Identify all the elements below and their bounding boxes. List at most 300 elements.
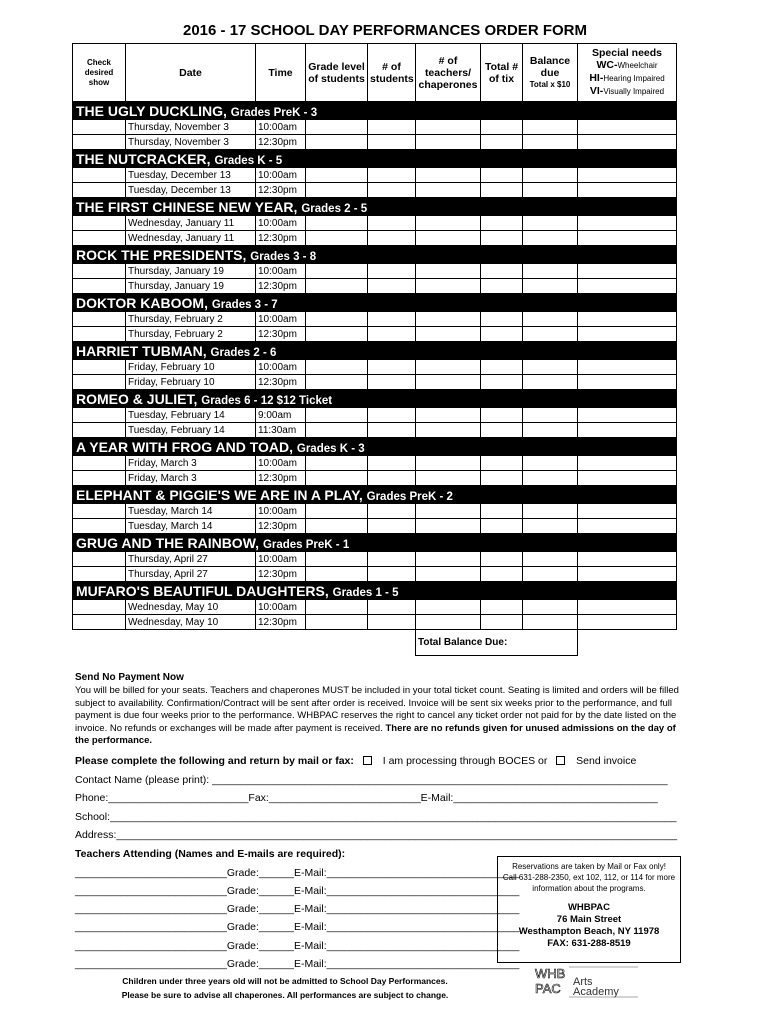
slot-grade-level-cell[interactable]	[306, 360, 368, 375]
payment-text: You will be billed for your seats. Teachers and chaperones MUST be included in your total ticket count. Seating is limited and orders will be filled subject to availability. Confirmation/Contract will be sent after order is received. Invoice will be sent six weeks prior to the performance, and full payment is due four weeks prior to the performance. WHBPAC reserves the right to cancel any ticket order not paid for by the date listed on the invoice. No refunds or exchanges will be made after payment is received.	[75, 685, 679, 734]
slot-grade-level-cell[interactable]	[306, 567, 368, 582]
slot-students-cell[interactable]	[368, 279, 416, 294]
show-title	[73, 534, 677, 552]
slot-check-cell[interactable]	[73, 231, 126, 246]
slot-teachers-cell[interactable]	[416, 519, 481, 534]
show-grades: Grades 6 - 12 $12 Ticket	[201, 394, 333, 407]
contact-name-field[interactable]: Contact Name (please print): ______________________________________________________________________________	[75, 774, 668, 786]
performance-slot-row	[73, 264, 677, 279]
show-name: THE NUTCRACKER,	[76, 150, 211, 167]
slot-special-needs-cell[interactable]	[578, 423, 677, 438]
slot-students-cell[interactable]	[368, 135, 416, 150]
slot-balance-cell[interactable]	[523, 375, 578, 390]
show-grades: Grades K - 3	[296, 442, 365, 455]
slot-time-cell: 9:00am	[256, 408, 306, 423]
slot-total-cell[interactable]	[481, 135, 523, 150]
slot-check-cell[interactable]	[73, 471, 126, 486]
slot-balance-cell[interactable]	[523, 168, 578, 183]
slot-time-cell: 12:30pm	[256, 519, 306, 534]
header-date: Date	[126, 44, 256, 102]
slot-special-needs-cell[interactable]	[578, 504, 677, 519]
whbpac-logo	[533, 964, 643, 998]
slot-check-cell[interactable]	[73, 135, 126, 150]
slot-total-cell[interactable]	[481, 120, 523, 135]
slot-special-needs-cell[interactable]	[578, 471, 677, 486]
show-title-row	[73, 438, 677, 456]
show-title	[73, 390, 677, 408]
slot-check-cell[interactable]	[73, 552, 126, 567]
org-name: WHBPAC	[567, 902, 611, 913]
performance-slot-row	[73, 615, 677, 630]
slot-balance-cell[interactable]	[523, 135, 578, 150]
slot-date-cell: Friday, February 10	[126, 360, 256, 375]
slot-students-cell[interactable]	[368, 600, 416, 615]
show-grades: Grades 2 - 6	[210, 346, 277, 359]
reservations-box	[497, 856, 681, 963]
slot-grade-level-cell[interactable]	[306, 519, 368, 534]
slot-balance-cell[interactable]	[523, 360, 578, 375]
show-title	[73, 150, 677, 168]
show-title-row	[73, 246, 677, 264]
form-title: 2016 - 17 SCHOOL DAY PERFORMANCES ORDER FORM	[183, 22, 587, 39]
slot-balance-cell[interactable]	[523, 615, 578, 630]
show-grades: Grades PreK - 3	[230, 106, 318, 119]
slot-students-cell[interactable]	[368, 312, 416, 327]
slot-time-cell: 10:00am	[256, 600, 306, 615]
slot-teachers-cell[interactable]	[416, 264, 481, 279]
slot-date-cell: Friday, February 10	[126, 375, 256, 390]
performance-slot-row	[73, 567, 677, 582]
show-grades: Grades PreK - 1	[262, 538, 350, 551]
slot-time-cell: 10:00am	[256, 216, 306, 231]
slot-teachers-cell[interactable]	[416, 600, 481, 615]
teacher-row[interactable]: __________________________Grade:______E-Mail:_________________________________	[75, 885, 520, 897]
reservations-note: Reservations are taken by Mail or Fax only!	[512, 862, 666, 871]
total-balance-label: Total Balance Due:	[416, 630, 578, 656]
show-title	[73, 198, 677, 216]
slot-teachers-cell[interactable]	[416, 183, 481, 198]
slot-check-cell[interactable]	[73, 312, 126, 327]
slot-teachers-cell[interactable]	[416, 567, 481, 582]
slot-date-cell: Wednesday, May 10	[126, 600, 256, 615]
slot-students-cell[interactable]	[368, 360, 416, 375]
performance-slot-row	[73, 552, 677, 567]
show-title	[73, 582, 677, 600]
slot-special-needs-cell[interactable]	[578, 456, 677, 471]
header-check: Check desired show	[73, 44, 126, 102]
slot-students-cell[interactable]	[368, 183, 416, 198]
show-grades: Grades 3 - 8	[250, 250, 317, 263]
slot-time-cell: 10:00am	[256, 120, 306, 135]
slot-grade-level-cell[interactable]	[306, 471, 368, 486]
slot-grade-level-cell[interactable]	[306, 456, 368, 471]
slot-check-cell[interactable]	[73, 600, 126, 615]
slot-check-cell[interactable]	[73, 504, 126, 519]
performance-slot-row	[73, 375, 677, 390]
slot-check-cell[interactable]	[73, 279, 126, 294]
performance-slot-row	[73, 600, 677, 615]
performance-slot-row	[73, 327, 677, 342]
address-field[interactable]: Address:________________________________________________________________________________________________	[75, 829, 678, 841]
slot-date-cell: Thursday, February 2	[126, 312, 256, 327]
special-title: Special needs	[591, 47, 663, 59]
slot-students-cell[interactable]	[368, 231, 416, 246]
show-title	[73, 246, 677, 264]
slot-students-cell[interactable]	[368, 552, 416, 567]
slot-balance-cell[interactable]	[523, 552, 578, 567]
slot-grade-level-cell[interactable]	[306, 312, 368, 327]
slot-teachers-cell[interactable]	[416, 615, 481, 630]
payment-heading: Send No Payment Now	[75, 672, 184, 683]
slot-check-cell[interactable]	[73, 327, 126, 342]
boces-option: I am processing through BOCES or	[382, 755, 548, 767]
slot-total-cell[interactable]	[481, 216, 523, 231]
slot-special-needs-cell[interactable]	[578, 312, 677, 327]
return-instruction: Please complete the following and return by mail or fax:	[75, 755, 354, 767]
header-num-teachers: # of teachers/ chaperones	[416, 44, 481, 102]
slot-total-cell[interactable]	[481, 615, 523, 630]
show-name: THE UGLY DUCKLING,	[76, 102, 227, 119]
performance-slot-row	[73, 471, 677, 486]
show-title-row	[73, 486, 677, 504]
org-city: Westhampton Beach, NY 11978	[518, 926, 660, 937]
slot-students-cell[interactable]	[368, 168, 416, 183]
slot-date-cell: Thursday, January 19	[126, 264, 256, 279]
slot-special-needs-cell[interactable]	[578, 600, 677, 615]
school-field[interactable]: School:_________________________________________________________________________________________________	[75, 811, 677, 823]
balance-sub: Total x $10	[529, 79, 571, 89]
slot-total-cell[interactable]	[481, 519, 523, 534]
slot-date-cell: Tuesday, February 14	[126, 423, 256, 438]
slot-check-cell[interactable]	[73, 519, 126, 534]
org-fax: FAX: 631-288-8519	[547, 938, 631, 949]
header-row	[73, 44, 677, 102]
slot-total-cell[interactable]	[481, 552, 523, 567]
slot-total-cell[interactable]	[481, 567, 523, 582]
slot-date-cell: Friday, March 3	[126, 471, 256, 486]
slot-check-cell[interactable]	[73, 360, 126, 375]
show-name: ROCK THE PRESIDENTS,	[76, 246, 247, 263]
slot-special-needs-cell[interactable]	[578, 567, 677, 582]
slot-special-needs-cell[interactable]	[578, 120, 677, 135]
slot-total-cell[interactable]	[481, 600, 523, 615]
slot-total-cell[interactable]	[481, 168, 523, 183]
performance-slot-row	[73, 120, 677, 135]
slot-special-needs-cell[interactable]	[578, 216, 677, 231]
slot-date-cell: Thursday, April 27	[126, 552, 256, 567]
slot-check-cell[interactable]	[73, 183, 126, 198]
slot-total-cell[interactable]	[481, 423, 523, 438]
slot-date-cell: Thursday, April 27	[126, 567, 256, 582]
slot-grade-level-cell[interactable]	[306, 423, 368, 438]
slot-time-cell: 12:30pm	[256, 231, 306, 246]
slot-teachers-cell[interactable]	[416, 471, 481, 486]
slot-special-needs-cell[interactable]	[578, 183, 677, 198]
performance-slot-row	[73, 216, 677, 231]
slot-grade-level-cell[interactable]	[306, 120, 368, 135]
org-street: 76 Main Street	[556, 914, 622, 925]
footer-chaperone-note: Please be sure to advise all chaperones. All performances are subject to change.	[121, 990, 449, 1000]
header-num-students: # of students	[368, 44, 416, 102]
slot-total-cell[interactable]	[481, 183, 523, 198]
show-grades: Grades PreK - 2	[366, 490, 453, 503]
slot-grade-level-cell[interactable]	[306, 135, 368, 150]
performance-slot-row	[73, 183, 677, 198]
return-instruction-line	[75, 755, 636, 767]
slot-time-cell: 12:30pm	[256, 471, 306, 486]
slot-balance-cell[interactable]	[523, 408, 578, 423]
performance-slot-row	[73, 135, 677, 150]
slot-teachers-cell[interactable]	[416, 360, 481, 375]
slot-students-cell[interactable]	[368, 216, 416, 231]
slot-time-cell: 11:30am	[256, 423, 306, 438]
slot-students-cell[interactable]	[368, 327, 416, 342]
slot-teachers-cell[interactable]	[416, 312, 481, 327]
slot-grade-level-cell[interactable]	[306, 615, 368, 630]
slot-date-cell: Thursday, November 3	[126, 135, 256, 150]
slot-special-needs-cell[interactable]	[578, 519, 677, 534]
slot-students-cell[interactable]	[368, 456, 416, 471]
slot-grade-level-cell[interactable]	[306, 183, 368, 198]
slot-special-needs-cell[interactable]	[578, 375, 677, 390]
slot-grade-level-cell[interactable]	[306, 552, 368, 567]
slot-students-cell[interactable]	[368, 471, 416, 486]
show-grades: Grades 1 - 5	[332, 586, 399, 599]
slot-total-cell[interactable]	[481, 312, 523, 327]
slot-teachers-cell[interactable]	[416, 408, 481, 423]
slot-balance-cell[interactable]	[523, 312, 578, 327]
phone-fax-email-field[interactable]: Phone:________________________Fax:__________________________E-Mail:___________________________________	[75, 792, 658, 804]
slot-grade-level-cell[interactable]	[306, 327, 368, 342]
show-grades: Grades 3 - 7	[211, 298, 278, 311]
slot-time-cell: 10:00am	[256, 264, 306, 279]
show-title-row	[73, 294, 677, 312]
slot-balance-cell[interactable]	[523, 183, 578, 198]
slot-teachers-cell[interactable]	[416, 552, 481, 567]
slot-special-needs-cell[interactable]	[578, 135, 677, 150]
performance-slot-row	[73, 504, 677, 519]
slot-total-cell[interactable]	[481, 231, 523, 246]
slot-teachers-cell[interactable]	[416, 216, 481, 231]
show-name: GRUG AND THE RAINBOW,	[76, 534, 260, 551]
slot-date-cell: Thursday, February 2	[126, 327, 256, 342]
slot-date-cell: Friday, March 3	[126, 456, 256, 471]
slot-balance-cell[interactable]	[523, 216, 578, 231]
special-vi: VI-Visually Impaired	[589, 85, 665, 97]
payment-body	[75, 685, 685, 748]
slot-students-cell[interactable]	[368, 423, 416, 438]
slot-students-cell[interactable]	[368, 264, 416, 279]
show-name: MUFARO'S BEAUTIFUL DAUGHTERS,	[76, 582, 329, 599]
performance-slot-row	[73, 168, 677, 183]
slot-students-cell[interactable]	[368, 615, 416, 630]
show-title-row	[73, 342, 677, 360]
show-title	[73, 102, 677, 120]
slot-balance-cell[interactable]	[523, 231, 578, 246]
slot-teachers-cell[interactable]	[416, 423, 481, 438]
slot-total-cell[interactable]	[481, 327, 523, 342]
slot-special-needs-cell[interactable]	[578, 168, 677, 183]
header-grade-level: Grade level of students	[306, 44, 368, 102]
slot-grade-level-cell[interactable]	[306, 231, 368, 246]
slot-check-cell[interactable]	[73, 408, 126, 423]
show-title	[73, 342, 677, 360]
order-table	[72, 43, 677, 656]
show-title-row	[73, 390, 677, 408]
slot-check-cell[interactable]	[73, 456, 126, 471]
slot-special-needs-cell[interactable]	[578, 552, 677, 567]
slot-special-needs-cell[interactable]	[578, 408, 677, 423]
slot-time-cell: 12:30pm	[256, 183, 306, 198]
show-title	[73, 438, 677, 456]
slot-special-needs-cell[interactable]	[578, 360, 677, 375]
slot-check-cell[interactable]	[73, 168, 126, 183]
show-title	[73, 294, 677, 312]
slot-balance-cell[interactable]	[523, 264, 578, 279]
slot-students-cell[interactable]	[368, 408, 416, 423]
show-grades: Grades K - 5	[214, 154, 283, 167]
slot-check-cell[interactable]	[73, 423, 126, 438]
slot-total-cell[interactable]	[481, 360, 523, 375]
slot-total-cell[interactable]	[481, 471, 523, 486]
slot-students-cell[interactable]	[368, 120, 416, 135]
slot-grade-level-cell[interactable]	[306, 504, 368, 519]
performance-slot-row	[73, 360, 677, 375]
slot-date-cell: Wednesday, May 10	[126, 615, 256, 630]
slot-grade-level-cell[interactable]	[306, 408, 368, 423]
slot-balance-cell[interactable]	[523, 504, 578, 519]
slot-grade-level-cell[interactable]	[306, 375, 368, 390]
slot-grade-level-cell[interactable]	[306, 264, 368, 279]
slot-teachers-cell[interactable]	[416, 504, 481, 519]
header-special-needs	[578, 44, 677, 102]
slot-balance-cell[interactable]	[523, 471, 578, 486]
performance-slot-row	[73, 279, 677, 294]
slot-balance-cell[interactable]	[523, 456, 578, 471]
slot-teachers-cell[interactable]	[416, 279, 481, 294]
slot-teachers-cell[interactable]	[416, 231, 481, 246]
boces-checkbox[interactable]	[363, 756, 372, 765]
slot-date-cell: Tuesday, March 14	[126, 519, 256, 534]
teacher-row[interactable]: __________________________Grade:______E-Mail:_________________________________	[75, 903, 520, 915]
show-title	[73, 486, 677, 504]
slot-total-cell[interactable]	[481, 375, 523, 390]
balance-label: Balance due	[529, 54, 571, 79]
slot-date-cell: Tuesday, December 13	[126, 183, 256, 198]
slot-teachers-cell[interactable]	[416, 375, 481, 390]
show-name: HARRIET TUBMAN,	[76, 342, 207, 359]
slot-check-cell[interactable]	[73, 120, 126, 135]
slot-teachers-cell[interactable]	[416, 456, 481, 471]
slot-teachers-cell[interactable]	[416, 135, 481, 150]
teacher-row[interactable]: __________________________Grade:______E-Mail:_________________________________	[75, 940, 520, 952]
payment-refund-note: There are no refunds given for unused admissions on the day of the performance.	[75, 722, 676, 746]
slot-time-cell: 10:00am	[256, 360, 306, 375]
slot-time-cell: 10:00am	[256, 504, 306, 519]
slot-balance-cell[interactable]	[523, 279, 578, 294]
header-balance	[523, 44, 578, 102]
slot-total-cell[interactable]	[481, 408, 523, 423]
slot-check-cell[interactable]	[73, 615, 126, 630]
slot-time-cell: 12:30pm	[256, 279, 306, 294]
slot-total-cell[interactable]	[481, 279, 523, 294]
slot-special-needs-cell[interactable]	[578, 327, 677, 342]
show-name: ROMEO & JULIET,	[76, 390, 198, 407]
teacher-row[interactable]: __________________________Grade:______E-Mail:_________________________________	[75, 958, 520, 970]
slot-special-needs-cell[interactable]	[578, 615, 677, 630]
slot-time-cell: 10:00am	[256, 552, 306, 567]
slot-students-cell[interactable]	[368, 567, 416, 582]
slot-time-cell: 10:00am	[256, 456, 306, 471]
slot-time-cell: 10:00am	[256, 312, 306, 327]
slot-check-cell[interactable]	[73, 264, 126, 279]
slot-special-needs-cell[interactable]	[578, 279, 677, 294]
slot-time-cell: 10:00am	[256, 168, 306, 183]
slot-special-needs-cell[interactable]	[578, 231, 677, 246]
slot-total-cell[interactable]	[481, 456, 523, 471]
teacher-row[interactable]: __________________________Grade:______E-Mail:_________________________________	[75, 921, 520, 933]
slot-students-cell[interactable]	[368, 375, 416, 390]
slot-teachers-cell[interactable]	[416, 120, 481, 135]
slot-check-cell[interactable]	[73, 567, 126, 582]
show-title-row	[73, 102, 677, 120]
show-name: DOKTOR KABOOM,	[76, 294, 208, 311]
show-grades: Grades 2 - 5	[301, 202, 368, 215]
logo-mark-bottom: PAC	[535, 981, 561, 996]
slot-students-cell[interactable]	[368, 504, 416, 519]
special-wc: WC-Wheelchair	[596, 59, 658, 71]
performance-slot-row	[73, 231, 677, 246]
teacher-row[interactable]: __________________________Grade:______E-Mail:_________________________________	[75, 867, 520, 879]
slot-balance-cell[interactable]	[523, 327, 578, 342]
slot-check-cell[interactable]	[73, 375, 126, 390]
slot-balance-cell[interactable]	[523, 567, 578, 582]
slot-date-cell: Tuesday, February 14	[126, 408, 256, 423]
teachers-heading: Teachers Attending (Names and E-mails are required):	[75, 848, 346, 860]
slot-total-cell[interactable]	[481, 504, 523, 519]
reservations-phone: Call 631-288-2350, ext 102, 112, or 114 for more information about the programs.	[502, 873, 676, 893]
slot-date-cell: Wednesday, January 11	[126, 231, 256, 246]
slot-grade-level-cell[interactable]	[306, 216, 368, 231]
slot-balance-cell[interactable]	[523, 600, 578, 615]
slot-total-cell[interactable]	[481, 264, 523, 279]
slot-date-cell: Wednesday, January 11	[126, 216, 256, 231]
slot-balance-cell[interactable]	[523, 519, 578, 534]
slot-time-cell: 12:30pm	[256, 567, 306, 582]
slot-grade-level-cell[interactable]	[306, 279, 368, 294]
slot-special-needs-cell[interactable]	[578, 264, 677, 279]
show-name: THE FIRST CHINESE NEW YEAR,	[76, 198, 298, 215]
slot-time-cell: 12:30pm	[256, 375, 306, 390]
slot-grade-level-cell[interactable]	[306, 168, 368, 183]
slot-teachers-cell[interactable]	[416, 168, 481, 183]
slot-students-cell[interactable]	[368, 519, 416, 534]
svg-text:Academy: Academy	[573, 986, 619, 998]
slot-date-cell: Thursday, January 19	[126, 279, 256, 294]
slot-time-cell: 12:30pm	[256, 135, 306, 150]
slot-time-cell: 12:30pm	[256, 615, 306, 630]
slot-teachers-cell[interactable]	[416, 327, 481, 342]
show-title-row	[73, 534, 677, 552]
slot-check-cell[interactable]	[73, 216, 126, 231]
performance-slot-row	[73, 456, 677, 471]
slot-grade-level-cell[interactable]	[306, 600, 368, 615]
slot-balance-cell[interactable]	[523, 423, 578, 438]
slot-date-cell: Tuesday, March 14	[126, 504, 256, 519]
slot-time-cell: 12:30pm	[256, 327, 306, 342]
invoice-checkbox[interactable]	[556, 756, 565, 765]
slot-balance-cell[interactable]	[523, 120, 578, 135]
